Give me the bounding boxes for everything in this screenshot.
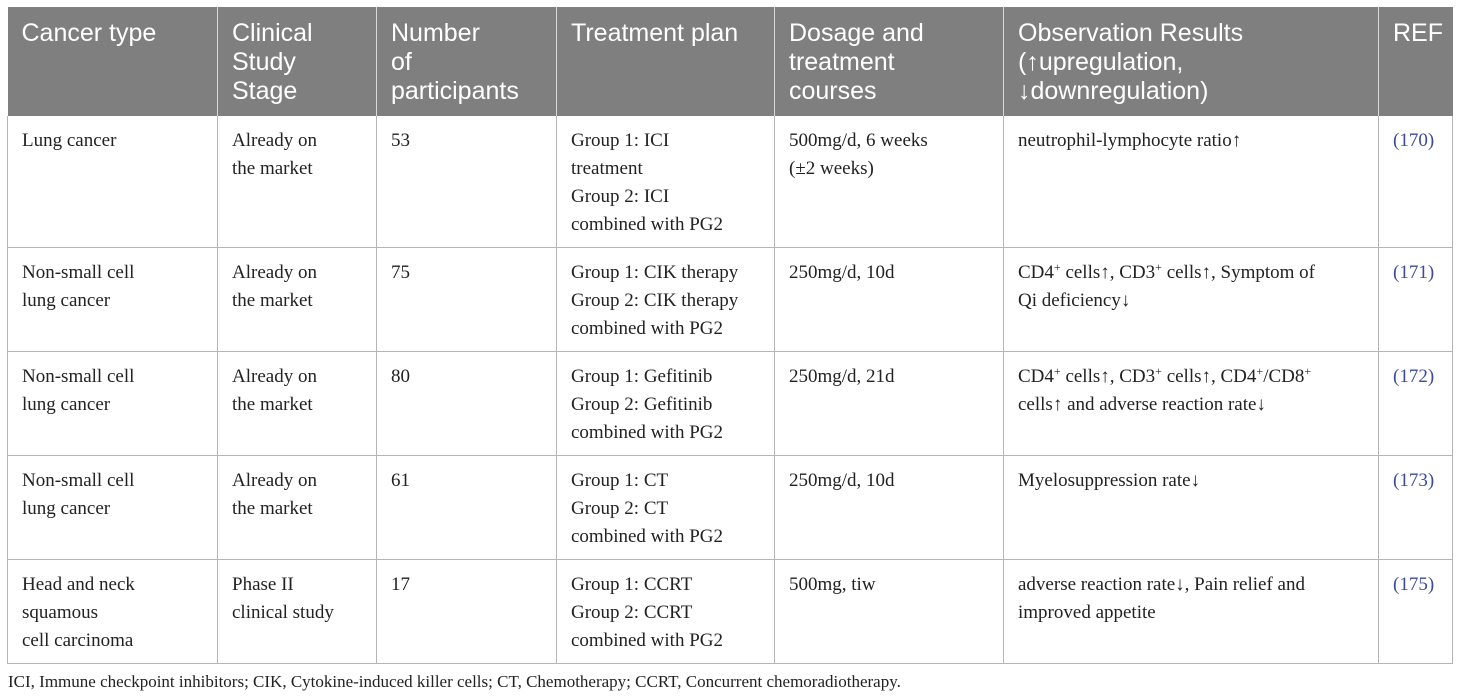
cell-dosage: 500mg/d, 6 weeks (±2 weeks)	[775, 116, 1004, 248]
cell-stage: Phase II clinical study	[218, 560, 377, 664]
cell-ref	[1379, 560, 1453, 664]
header-row	[8, 7, 1453, 116]
ref-link[interactable]: (171)	[1393, 262, 1435, 283]
cell-observation-results: neutrophil-lymphocyte ratio↑	[1004, 116, 1379, 248]
header-observation-results: Observation Results (↑upregulation, ↓downregulation)	[1004, 7, 1379, 116]
header-ref: REF	[1379, 7, 1453, 116]
cell-cancer-type: Non-small cell lung cancer	[8, 456, 218, 560]
cell-stage: Already on the market	[218, 116, 377, 248]
cell-observation-results: adverse reaction rate↓, Pain relief and improved appetite	[1004, 560, 1379, 664]
cell-participants: 75	[377, 248, 557, 352]
cell-treatment-plan: Group 1: CT Group 2: CT combined with PG2	[557, 456, 775, 560]
cell-treatment-plan: Group 1: CCRT Group 2: CCRT combined with PG2	[557, 560, 775, 664]
cell-ref	[1379, 456, 1453, 560]
cell-ref	[1379, 248, 1453, 352]
cell-dosage: 250mg/d, 21d	[775, 352, 1004, 456]
table-row	[8, 456, 1453, 560]
table-row	[8, 560, 1453, 664]
ref-link[interactable]: (170)	[1393, 130, 1435, 151]
table-row	[8, 352, 1453, 456]
cell-cancer-type: Non-small cell lung cancer	[8, 352, 218, 456]
cell-participants: 80	[377, 352, 557, 456]
cell-treatment-plan: Group 1: CIK therapy Group 2: CIK therapy combined with PG2	[557, 248, 775, 352]
cell-ref	[1379, 116, 1453, 248]
table-footnote: ICI, Immune checkpoint inhibitors; CIK, Cytokine-induced killer cells; CT, Chemotherapy; CCRT, Concurrent chemoradiotherapy.	[8, 672, 901, 691]
cell-ref	[1379, 352, 1453, 456]
cell-cancer-type: Head and neck squamous cell carcinoma	[8, 560, 218, 664]
ref-link[interactable]: (175)	[1393, 574, 1435, 595]
cell-stage: Already on the market	[218, 352, 377, 456]
header-number-of-participants: Number of participants	[377, 7, 557, 116]
cell-treatment-plan: Group 1: Gefitinib Group 2: Gefitinib combined with PG2	[557, 352, 775, 456]
cell-dosage: 250mg/d, 10d	[775, 456, 1004, 560]
cell-participants: 53	[377, 116, 557, 248]
table-row	[8, 116, 1453, 248]
header-clinical-study-stage: Clinical Study Stage	[218, 7, 377, 116]
cell-dosage: 500mg, tiw	[775, 560, 1004, 664]
header-dosage: Dosage and treatment courses	[775, 7, 1004, 116]
cell-observation-results: CD4+ cells↑, CD3+ cells↑, Symptom of Qi deficiency↓	[1004, 248, 1379, 352]
cell-cancer-type: Non-small cell lung cancer	[8, 248, 218, 352]
cell-participants: 17	[377, 560, 557, 664]
cell-observation-results: CD4+ cells↑, CD3+ cells↑, CD4+/CD8+ cells↑ and adverse reaction rate↓	[1004, 352, 1379, 456]
ref-link[interactable]: (172)	[1393, 366, 1435, 387]
cell-observation-results: Myelosuppression rate↓	[1004, 456, 1379, 560]
cell-stage: Already on the market	[218, 456, 377, 560]
cell-stage: Already on the market	[218, 248, 377, 352]
header-treatment-plan: Treatment plan	[557, 7, 775, 116]
clinical-studies-table	[7, 7, 1453, 664]
cell-treatment-plan: Group 1: ICI treatment Group 2: ICI combined with PG2	[557, 116, 775, 248]
cell-cancer-type: Lung cancer	[8, 116, 218, 248]
table-row	[8, 248, 1453, 352]
cell-dosage: 250mg/d, 10d	[775, 248, 1004, 352]
header-cancer-type: Cancer type	[8, 7, 218, 116]
ref-link[interactable]: (173)	[1393, 470, 1435, 491]
cell-participants: 61	[377, 456, 557, 560]
